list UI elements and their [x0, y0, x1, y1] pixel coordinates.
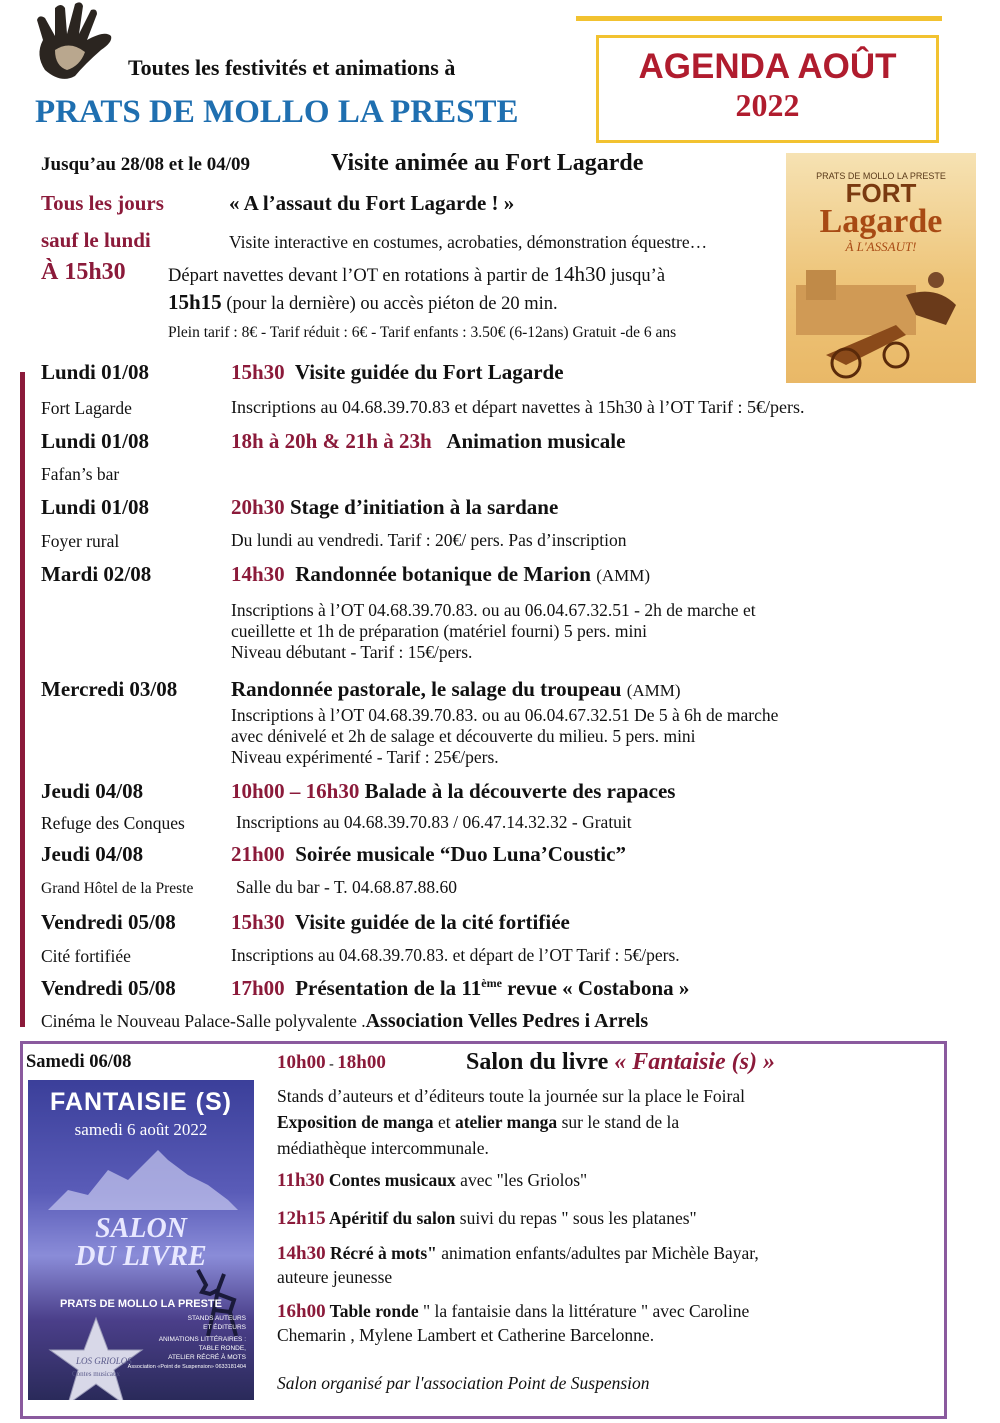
salon-item-text: avec "les Griolos" — [455, 1170, 588, 1190]
detail-line: Inscriptions à l’OT 04.68.39.70.83. ou au 06.04.67.32.51 De 5 à 6h de marche — [231, 705, 779, 725]
salon-item-title: Récré à mots" — [325, 1243, 437, 1263]
event-tag: (AMM) — [626, 681, 681, 700]
shuttle-last-time: 15h15 — [168, 290, 222, 314]
poster-info-line: ET ÉDITEURS — [203, 1324, 246, 1331]
event-title: Visite guidée du Fort Lagarde — [294, 360, 564, 384]
poster-info-line: STANDS AUTEURS — [187, 1315, 246, 1322]
event-place: Fort Lagarde — [41, 398, 132, 418]
event-day: Lundi 01/08 — [41, 429, 149, 453]
detail-line: Niveau expérimenté - Tarif : 25€/pers. — [231, 747, 499, 767]
event-title-row — [231, 429, 625, 454]
gold-rule — [576, 16, 942, 21]
fort-desc: Visite interactive en costumes, acrobaties, démonstration équestre… — [229, 232, 708, 252]
event-title: Balade à la découverte des rapaces — [364, 779, 676, 803]
event-tag: (AMM) — [596, 566, 651, 585]
event-day: Jeudi 04/08 — [41, 779, 144, 803]
salon-poster-info — [159, 1314, 246, 1362]
fort-poster-tagline: À L'ASSAUT! — [845, 239, 917, 254]
shuttle-last-text: (pour la dernière) ou accès piéton de 20 min. — [221, 294, 558, 314]
event-day: Jeudi 04/08 — [41, 842, 144, 866]
fort-dates: Jusqu’au 28/08 et le 04/09 — [41, 154, 251, 175]
detail-line: avec dénivelé et 2h de salage et découverte du milieu. 5 pers. mini — [231, 726, 696, 746]
salon-item-time: 14h30 — [277, 1243, 326, 1264]
salon-manga-workshop: atelier manga — [454, 1112, 558, 1132]
fort-shuttle-line2 — [168, 290, 558, 315]
salon-stand: sur le stand de la — [557, 1112, 680, 1132]
event-title-sup: ème — [481, 976, 502, 990]
event-place: Refuge des Conques — [41, 813, 185, 833]
salon-day: Samedi 06/08 — [26, 1052, 132, 1072]
event-time: 15h30 — [231, 360, 285, 384]
fort-freq2: sauf le lundi — [41, 228, 151, 252]
event-organizer: Association Velles Pedres i Arrels — [365, 1010, 649, 1032]
salon-poster-banner: FANTAISIE (S) — [50, 1088, 232, 1116]
poster-info-line: ANIMATIONS LITTÉRAIRES : — [158, 1336, 246, 1343]
event-title: Animation musicale — [446, 429, 626, 453]
fort-prices: Plein tarif : 8€ - Tarif réduit : 6€ - Tarif enfants : 3.50€ (6-12ans) Gratuit -de 6 ans — [168, 324, 677, 341]
salon-title-text: Salon du livre — [466, 1049, 615, 1075]
salon-item-time: 16h00 — [277, 1301, 326, 1322]
event-day: Mardi 02/08 — [41, 562, 152, 586]
salon-poster — [28, 1080, 254, 1400]
event-title: Visite guidée de la cité fortifiée — [294, 910, 570, 934]
event-day: Lundi 01/08 — [41, 360, 149, 384]
salon-item-time: 11h30 — [277, 1170, 325, 1191]
event-title-row — [231, 495, 558, 520]
event-title-row — [231, 360, 564, 385]
event-detail: Inscriptions au 04.68.39.70.83. et départ de l’OT Tarif : 5€/pers. — [231, 945, 680, 965]
agenda-box — [596, 35, 939, 143]
shuttle-text: Départ navettes devant l’OT en rotations à partir de — [168, 266, 554, 286]
event-title: Randonnée pastorale, le salage du troupeau — [231, 677, 622, 701]
event-title-row — [231, 910, 570, 935]
event-place: Foyer rural — [41, 531, 120, 551]
event-detail — [231, 600, 756, 663]
salon-item-time: 12h15 — [277, 1208, 326, 1229]
salon-item-cont: auteure jeunesse — [277, 1267, 393, 1287]
detail-line: Niveau débutant - Tarif : 15€/pers. — [231, 642, 473, 662]
event-detail: Inscriptions au 04.68.39.70.83 et départ navettes à 15h30 à l’OT Tarif : 5€/pers. — [231, 397, 805, 417]
salon-item — [277, 1170, 587, 1191]
fort-subtitle: « A l’assaut du Fort Lagarde ! » — [229, 191, 515, 215]
left-rule — [20, 372, 25, 1027]
poster-info-line: TABLE RONDE, — [198, 1345, 246, 1352]
salon-poster-star-text: LOS GRIOLOS — [76, 1356, 132, 1366]
event-place-row — [41, 1010, 648, 1033]
salon-poster-title2: DU LIVRE — [75, 1241, 207, 1272]
event-title-row — [231, 779, 675, 804]
salon-line — [277, 1112, 679, 1133]
salon-item — [277, 1208, 697, 1229]
detail-line: Inscriptions à l’OT 04.68.39.70.83. ou au 06.04.67.32.51 - 2h de marche et — [231, 600, 756, 620]
event-detail: Inscriptions au 04.68.39.70.83 / 06.47.14.32.32 - Gratuit — [236, 812, 632, 832]
fort-poster-title1: FORT — [845, 178, 917, 208]
salon-time-start: 10h00 — [277, 1052, 326, 1073]
event-time: 10h00 – 16h30 — [231, 779, 360, 803]
detail-line: cueillette et 1h de préparation (matériel fourni) 5 pers. mini — [231, 621, 647, 641]
event-day: Vendredi 05/08 — [41, 910, 176, 934]
event-title-row — [231, 562, 650, 587]
salon-item-title: Contes musicaux — [324, 1170, 456, 1190]
event-day: Lundi 01/08 — [41, 495, 149, 519]
salon-poster-date: samedi 6 août 2022 — [74, 1120, 208, 1139]
salon-title-name: « Fantaisie (s) » — [614, 1049, 775, 1075]
fort-lagarde-poster — [786, 153, 976, 383]
event-place: Grand Hôtel de la Preste — [41, 880, 194, 897]
town-title: PRATS DE MOLLO LA PRESTE — [35, 94, 519, 130]
fort-poster-title2: Lagarde — [819, 203, 943, 240]
salon-item-title: Apéritif du salon — [325, 1208, 456, 1228]
event-day: Vendredi 05/08 — [41, 976, 176, 1000]
salon-line: médiathèque intercommunale. — [277, 1138, 489, 1158]
fort-poster-illustration — [786, 255, 976, 383]
salon-time — [277, 1052, 386, 1074]
event-title: Soirée musicale “Duo Luna’Coustic” — [295, 842, 626, 866]
salon-item-cont: Chemarin , Mylene Lambert et Catherine Barcelonne. — [277, 1325, 655, 1345]
event-title-end: revue « Costabona » — [501, 976, 690, 1000]
event-time: 17h00 — [231, 976, 285, 1000]
salon-line: Stands d’auteurs et d’éditeurs toute la journée sur la place le Foiral — [277, 1086, 745, 1106]
event-time: 14h30 — [231, 562, 285, 586]
event-title: Randonnée botanique de Marion — [295, 562, 591, 586]
salon-poster-star-sub: Contes musicaux — [72, 1370, 121, 1378]
salon-poster-town: PRATS DE MOLLO LA PRESTE — [60, 1298, 222, 1310]
event-detail: Du lundi au vendredi. Tarif : 20€/ pers. Pas d’inscription — [231, 530, 627, 550]
event-title-row — [231, 842, 626, 867]
salon-and: et — [433, 1112, 455, 1132]
salon-poster-title1: SALON — [95, 1213, 187, 1244]
event-time: 20h30 — [231, 495, 285, 519]
fort-shuttle-line1 — [168, 262, 665, 287]
event-time: 18h à 20h & 21h à 23h — [231, 429, 432, 453]
fort-time: À 15h30 — [41, 259, 126, 285]
shuttle-until: jusqu’à — [605, 266, 666, 286]
salon-poster-assoc: Association «Point de Suspension» 0633181404 — [127, 1364, 246, 1370]
salon-title — [466, 1049, 775, 1076]
event-title: Présentation de la 11 — [295, 976, 482, 1000]
event-day: Mercredi 03/08 — [41, 677, 178, 701]
salon-item-text: animation enfants/adultes par Michèle Bayar, — [436, 1243, 759, 1263]
salon-footer: Salon organisé par l'association Point de Suspension — [277, 1373, 650, 1393]
fort-poster-top: PRATS DE MOLLO LA PRESTE — [816, 171, 946, 181]
salon-item — [277, 1243, 759, 1264]
agenda-title: AGENDA AOÛT — [638, 47, 897, 86]
event-title-row — [231, 677, 681, 702]
salon-item-title: Table ronde — [325, 1301, 419, 1321]
agenda-year: 2022 — [735, 87, 800, 123]
event-place: Fafan’s bar — [41, 464, 120, 484]
salon-item — [277, 1301, 749, 1322]
salon-time-sep: - — [325, 1057, 338, 1072]
event-title-row — [231, 976, 689, 1001]
event-detail — [231, 705, 778, 768]
salon-item-text: " la fantaisie dans la littérature " avec Caroline — [418, 1301, 750, 1321]
event-title: Stage d’initiation à la sardane — [289, 495, 559, 519]
hand-logo-icon — [25, 0, 125, 85]
event-place: Cité fortifiée — [41, 946, 131, 966]
poster-info-line: ATELIER RÉCRÉ À MOTS — [168, 1354, 246, 1361]
salon-item-text: suivi du repas " sous les platanes" — [455, 1208, 697, 1228]
shuttle-start-time: 14h30 — [553, 262, 606, 286]
header-subtitle: Toutes les festivités et animations à — [128, 55, 456, 80]
event-place: Cinéma le Nouveau Palace-Salle polyvalente . — [41, 1011, 366, 1031]
salon-time-end: 18h00 — [337, 1052, 386, 1073]
salon-poster-town-silhouette — [28, 1140, 254, 1220]
salon-manga-expo: Exposition de manga — [277, 1112, 434, 1132]
event-detail: Salle du bar - T. 04.68.87.88.60 — [236, 877, 457, 897]
event-time: 15h30 — [231, 910, 285, 934]
fort-title: Visite animée au Fort Lagarde — [331, 150, 644, 176]
event-time: 21h00 — [231, 842, 285, 866]
fort-freq1: Tous les jours — [41, 191, 164, 215]
